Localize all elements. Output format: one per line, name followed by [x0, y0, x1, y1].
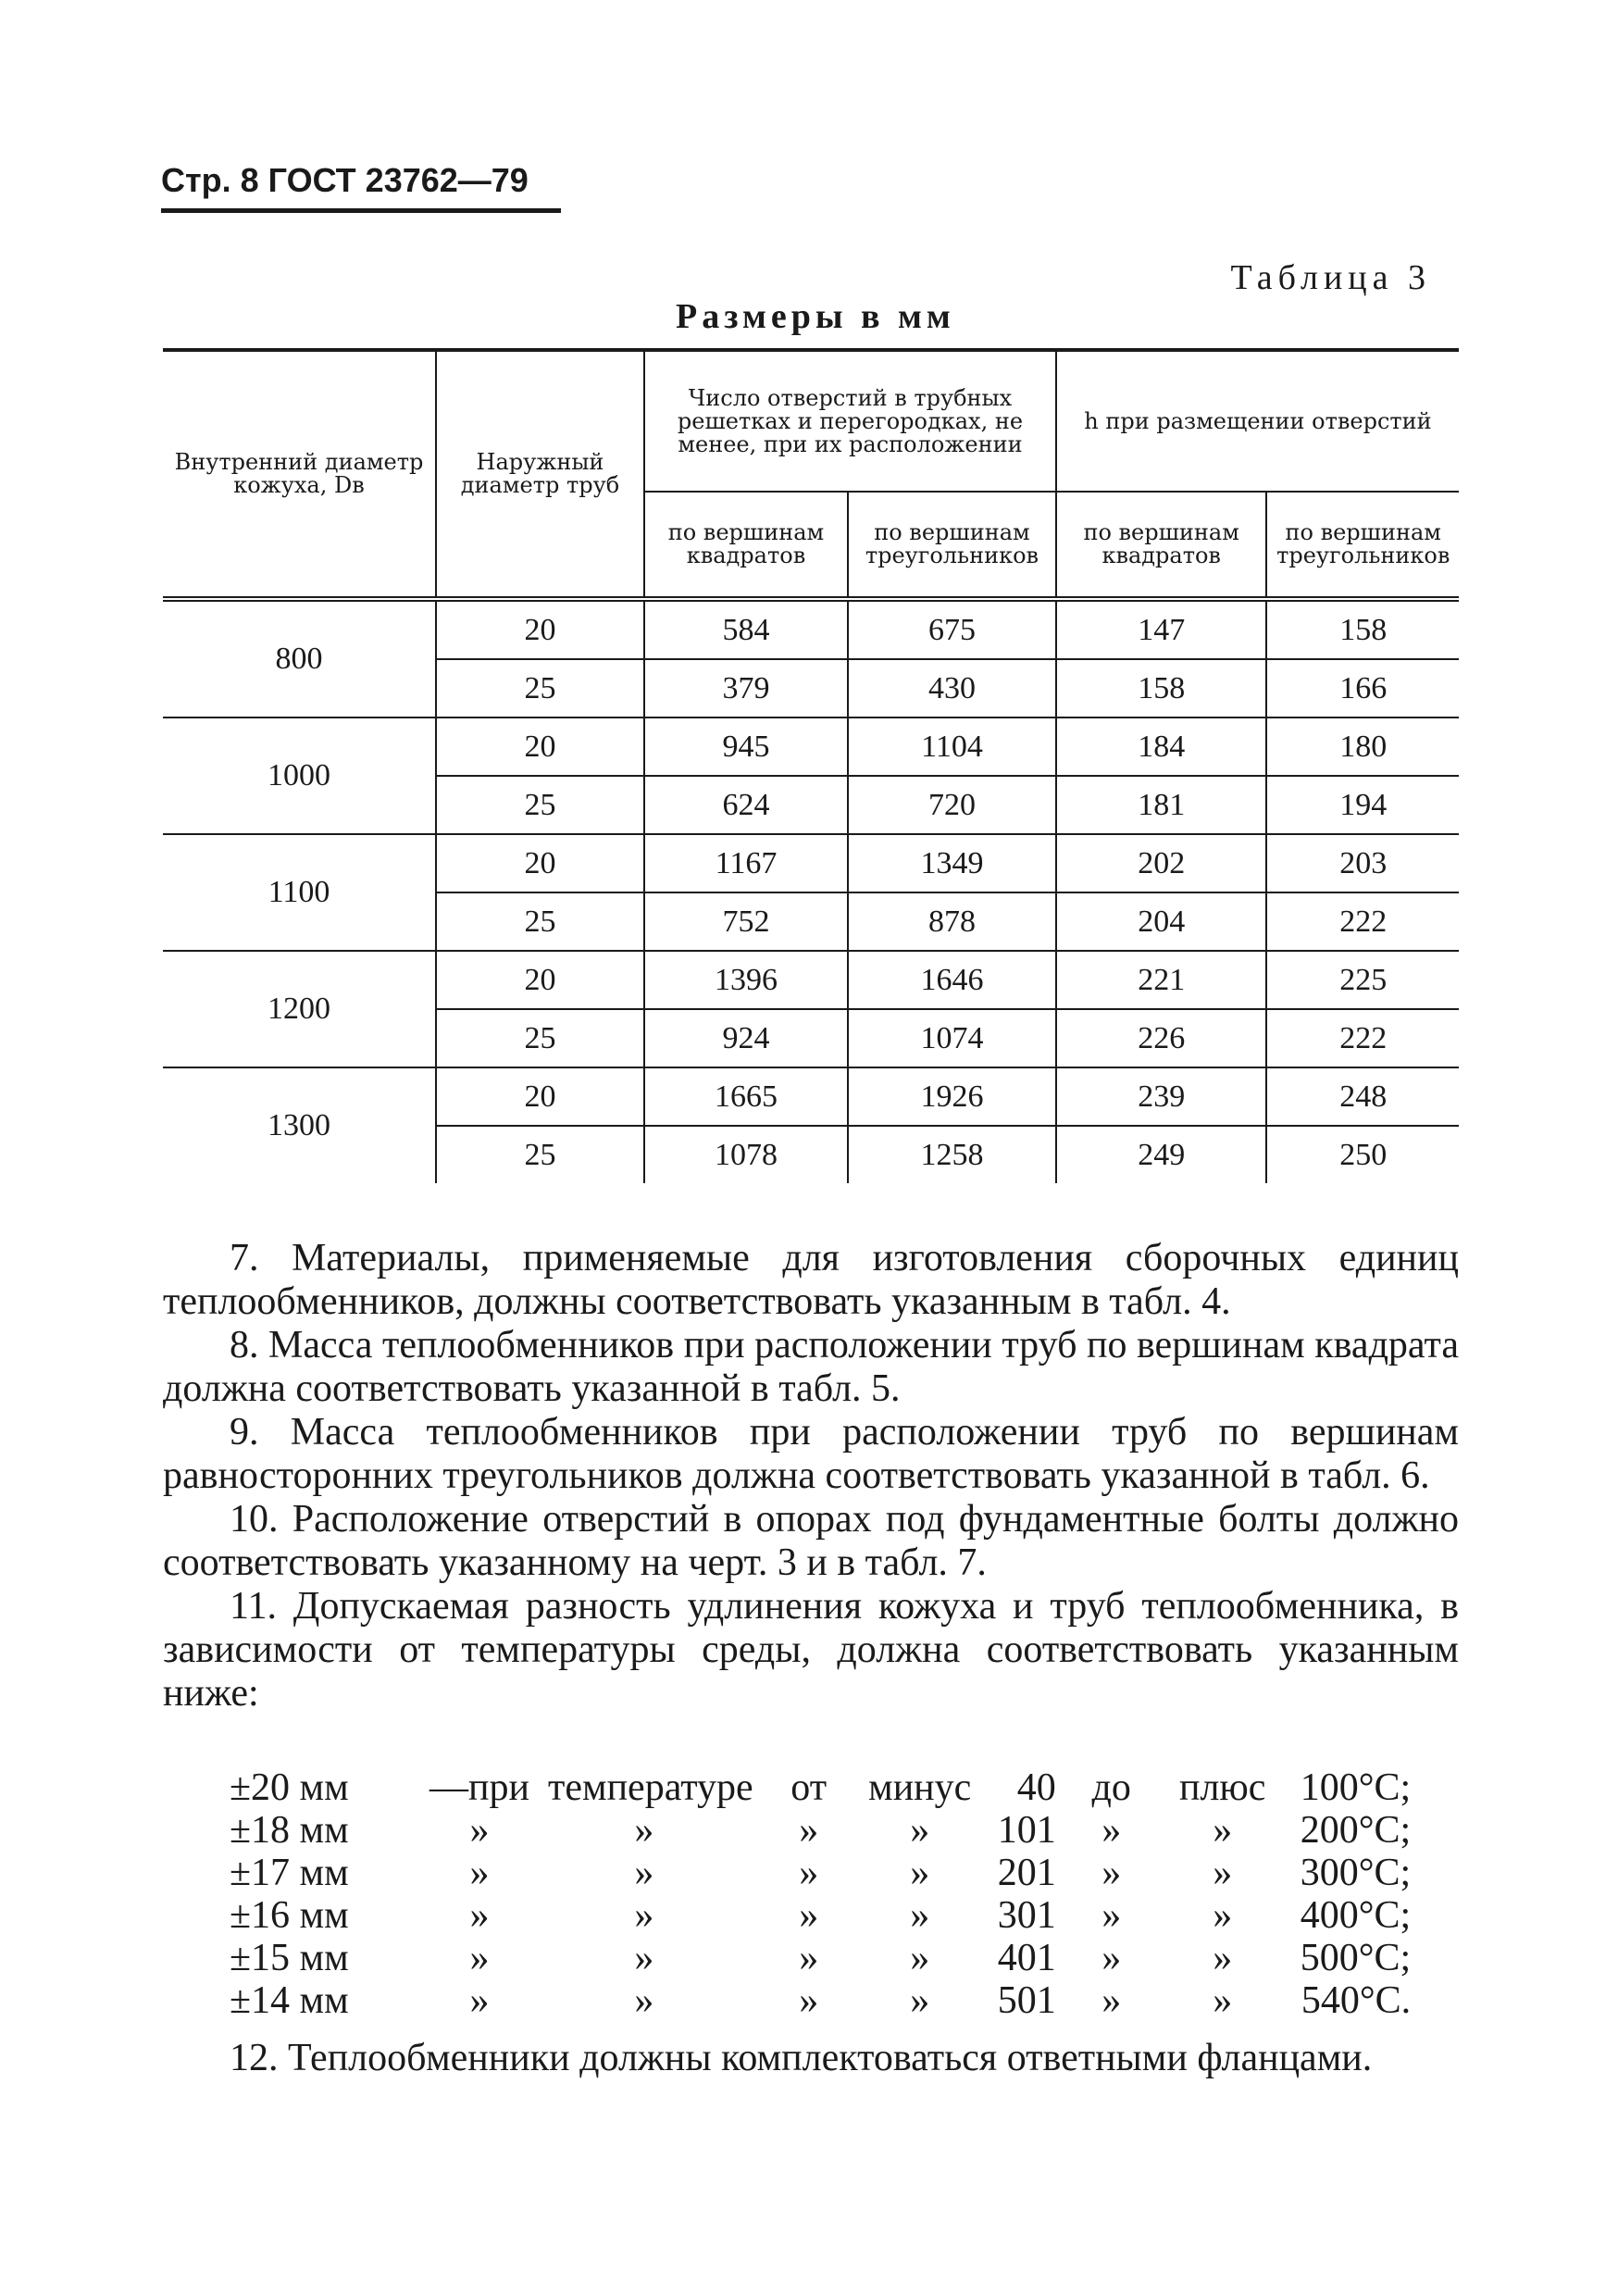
- paragraph-7: 7. Материалы, применяемые для изготовления сборочных единиц теплообменников, должны соответствовать указанным в табл. 4.: [163, 1237, 1459, 1323]
- cell-h-triangle: 203: [1266, 834, 1459, 892]
- ditto-mark: »: [910, 1852, 930, 1894]
- cell-holes-triangle: 720: [848, 776, 1056, 834]
- ditto-mark: »: [1213, 1809, 1233, 1852]
- cell-h-square: 221: [1056, 951, 1266, 1009]
- cell-inner-diameter: 1000: [163, 718, 436, 834]
- cell-h-square: 204: [1056, 892, 1266, 951]
- ditto-mark: »: [910, 1809, 930, 1852]
- header-h-square: по вершинам квадратов: [1056, 492, 1266, 599]
- ditto-mark: »: [799, 1809, 819, 1852]
- cell-outer-diameter: 25: [436, 659, 644, 718]
- cell-outer-diameter: 25: [436, 1009, 644, 1067]
- header-h-triangle: по вершинам треугольников: [1266, 492, 1459, 599]
- cell-holes-triangle: 1104: [848, 718, 1056, 776]
- paragraph-9: 9. Масса теплообменников при расположении труб по вершинам равносторонних треугольников должна соответствовать указанной в табл. 6.: [163, 1411, 1459, 1497]
- ditto-mark: »: [1101, 1809, 1122, 1852]
- word-plus: плюс: [1178, 1766, 1266, 1809]
- cell-h-triangle: 166: [1266, 659, 1459, 718]
- cell-inner-diameter: 1100: [163, 834, 436, 951]
- ditto-mark: »: [469, 1894, 490, 1937]
- temp-to: 300°С;: [1300, 1852, 1412, 1894]
- tolerance-value: ±20 мм: [230, 1766, 349, 1809]
- header-h-placement: h при размещении отверстий: [1056, 350, 1459, 492]
- ditto-mark: »: [469, 1809, 490, 1852]
- tolerance-value: ±15 мм: [230, 1937, 349, 1979]
- ditto-mark: »: [910, 1937, 930, 1979]
- temp-from: 501: [997, 1979, 1056, 2022]
- cell-h-square: 239: [1056, 1067, 1266, 1126]
- body-paragraphs: [163, 1237, 1459, 1716]
- cell-h-triangle: 222: [1266, 1009, 1459, 1067]
- ditto-mark: »: [1101, 1979, 1122, 2022]
- ditto-mark: »: [634, 1809, 654, 1852]
- cell-inner-diameter: 1300: [267, 1108, 330, 1142]
- ditto-mark: »: [1101, 1894, 1122, 1937]
- ditto-mark: »: [1213, 1937, 1233, 1979]
- tolerance-row: [230, 1937, 1411, 1979]
- cell-inner-diameter: 1200: [163, 951, 436, 1067]
- cell-holes-square: 624: [644, 776, 848, 834]
- tolerance-value: ±18 мм: [230, 1809, 349, 1852]
- ditto-mark: »: [1101, 1937, 1122, 1979]
- table-row: [163, 1067, 1459, 1126]
- header-holes-count: Число отверстий в трубных решетках и перегородках, не менее, при их расположении: [644, 350, 1056, 492]
- paragraph-11: 11. Допускаемая разность удлинения кожуха и труб теплообменника, в зависимости от температуры среды, должна соответствовать указанным ниже:: [163, 1585, 1459, 1715]
- temp-from: 40: [1016, 1766, 1056, 1809]
- ditto-mark: »: [799, 1894, 819, 1937]
- tolerance-row: [230, 1979, 1411, 2022]
- cell-holes-square: 752: [644, 892, 848, 951]
- cell-holes-triangle: 1926: [848, 1067, 1056, 1126]
- temp-from: 401: [997, 1937, 1056, 1979]
- cell-h-triangle: 194: [1266, 776, 1459, 834]
- ditto-mark: »: [634, 1852, 654, 1894]
- ditto-mark: »: [1213, 1979, 1233, 2022]
- tolerance-row: [230, 1852, 1411, 1894]
- cell-h-triangle: 248: [1266, 1067, 1459, 1126]
- word-from: от: [790, 1766, 828, 1809]
- cell-holes-square: 924: [644, 1009, 848, 1067]
- temp-from: 201: [997, 1852, 1056, 1894]
- tolerance-list: [230, 1766, 1411, 2022]
- ditto-mark: »: [910, 1894, 930, 1937]
- cell-holes-triangle: 1258: [848, 1126, 1056, 1183]
- cell-outer-diameter: 20: [436, 718, 644, 776]
- cell-holes-square: 584: [644, 599, 848, 659]
- dimensions-table: [163, 348, 1459, 1183]
- cell-holes-triangle: 1074: [848, 1009, 1056, 1067]
- cell-holes-triangle: 675: [848, 599, 1056, 659]
- cell-h-triangle: 250: [1266, 1126, 1459, 1183]
- cell-inner-diameter: 800: [163, 599, 436, 718]
- cell-h-square: 226: [1056, 1009, 1266, 1067]
- tolerance-row: [230, 1894, 1411, 1937]
- ditto-mark: »: [910, 1979, 930, 2022]
- paragraph-10: 10. Расположение отверстий в опорах под фундаментные болты должно соответствовать указанному на черт. 3 и в табл. 7.: [163, 1498, 1459, 1584]
- cell-h-triangle: 158: [1266, 599, 1459, 659]
- cell-outer-diameter: 20: [436, 834, 644, 892]
- cell-h-square: 249: [1056, 1126, 1266, 1183]
- table-row: [163, 718, 1459, 776]
- header-outer-diameter: Наружный диаметр труб: [436, 350, 644, 599]
- temp-to: 540°С.: [1301, 1979, 1412, 2022]
- tolerance-row: [230, 1766, 1411, 1809]
- header-holes-square: по вершинам квадратов: [644, 492, 848, 599]
- cell-h-triangle: 180: [1266, 718, 1459, 776]
- paragraph-12: 12. Теплообменники должны комплектоваться ответными фланцами.: [230, 2037, 1373, 2079]
- paragraph-8: 8. Масса теплообменников при расположении труб по вершинам квадрата должна соответствовать указанной в табл. 5.: [163, 1324, 1459, 1410]
- page-header: Стр. 8 ГОСТ 23762—79: [161, 156, 561, 213]
- cell-holes-triangle: 430: [848, 659, 1056, 718]
- dimensions-table-container: [163, 348, 1459, 1183]
- temp-to: 400°С;: [1300, 1894, 1412, 1937]
- ditto-mark: »: [1213, 1852, 1233, 1894]
- ditto-mark: »: [1213, 1894, 1233, 1937]
- cell-holes-square: 1396: [644, 951, 848, 1009]
- table-row: [163, 599, 1459, 659]
- cell-h-triangle: 222: [1266, 892, 1459, 951]
- temp-from: 301: [997, 1894, 1056, 1937]
- tolerance-row: [230, 1809, 1411, 1852]
- ditto-mark: »: [634, 1937, 654, 1979]
- cell-holes-square: 1167: [644, 834, 848, 892]
- cell-holes-square: 1665: [644, 1067, 848, 1126]
- ditto-mark: »: [1101, 1852, 1122, 1894]
- table-label: Таблица 3: [1230, 258, 1431, 297]
- tolerance-value: ±14 мм: [230, 1979, 349, 2022]
- table-row: [163, 834, 1459, 892]
- ditto-mark: »: [799, 1937, 819, 1979]
- temp-from: 101: [997, 1809, 1056, 1852]
- cell-outer-diameter: 25: [436, 892, 644, 951]
- word-temperature: температуре: [548, 1766, 753, 1809]
- word-to: до: [1091, 1766, 1131, 1809]
- cell-outer-diameter: 25: [436, 1126, 644, 1183]
- table-row: [163, 951, 1459, 1009]
- temp-to: 100°С;: [1300, 1766, 1412, 1809]
- cell-outer-diameter: 25: [436, 776, 644, 834]
- cell-h-triangle: 225: [1266, 951, 1459, 1009]
- temp-to: 200°С;: [1300, 1809, 1412, 1852]
- header-inner-diameter: Внутренний диаметр кожуха, Dв: [163, 350, 436, 599]
- ditto-mark: »: [634, 1894, 654, 1937]
- cell-h-square: 158: [1056, 659, 1266, 718]
- cell-outer-diameter: 20: [436, 1067, 644, 1126]
- cell-outer-diameter: 20: [436, 951, 644, 1009]
- tolerance-value: ±16 мм: [230, 1894, 349, 1937]
- cell-holes-square: 945: [644, 718, 848, 776]
- cell-holes-triangle: 878: [848, 892, 1056, 951]
- cell-holes-triangle: 1646: [848, 951, 1056, 1009]
- tolerance-value: ±17 мм: [230, 1852, 349, 1894]
- table-body: [163, 599, 1459, 1183]
- temp-to: 500°С;: [1300, 1937, 1412, 1979]
- cell-h-square: 181: [1056, 776, 1266, 834]
- cell-holes-square: 379: [644, 659, 848, 718]
- table-caption: Размеры в мм: [676, 297, 955, 336]
- cell-outer-diameter: 20: [436, 599, 644, 659]
- cell-holes-triangle: 1349: [848, 834, 1056, 892]
- ditto-mark: »: [634, 1979, 654, 2022]
- ditto-mark: »: [469, 1852, 490, 1894]
- header-holes-triangle: по вершинам треугольников: [848, 492, 1056, 599]
- word-dash-pri: —при: [429, 1766, 529, 1809]
- ditto-mark: »: [469, 1979, 490, 2022]
- cell-h-square: 202: [1056, 834, 1266, 892]
- ditto-mark: »: [469, 1937, 490, 1979]
- ditto-mark: »: [799, 1852, 819, 1894]
- cell-holes-square: 1078: [644, 1126, 848, 1183]
- word-minus: минус: [868, 1766, 972, 1809]
- cell-h-square: 184: [1056, 718, 1266, 776]
- ditto-mark: »: [799, 1979, 819, 2022]
- cell-h-square: 147: [1056, 599, 1266, 659]
